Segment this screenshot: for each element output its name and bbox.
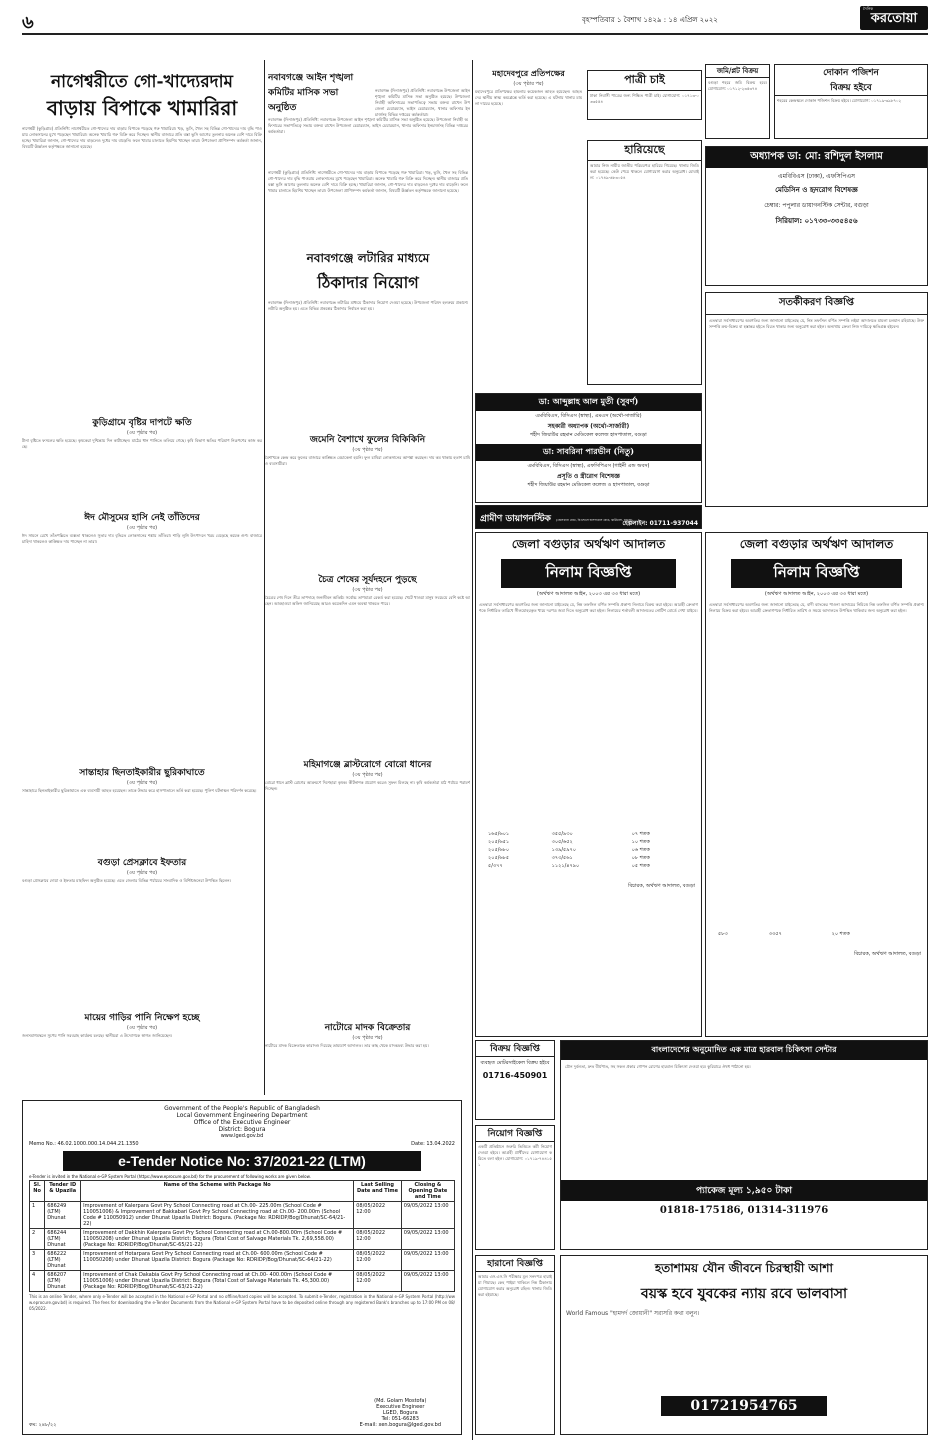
article-mohim — [265, 757, 470, 1017]
table-cell: 686249 (LTM) Dhunat — [45, 1202, 81, 1229]
hope-phone: 01721954765 — [661, 1396, 827, 1416]
tender-sig-title: Executive Engineer — [376, 1404, 425, 1410]
rain-jump: (৩য় পৃষ্ঠার পর) — [126, 430, 158, 436]
table-row — [30, 1271, 455, 1292]
auction1-law: (অর্থঋণ আদালত আইন, ২০০৩ এর ৩৩ ধারা মতে) — [536, 591, 641, 597]
table-cell: 09/05/2022 13:00 — [401, 1271, 454, 1292]
tender-web: www.lged.gov.bd — [220, 1133, 264, 1139]
law-title-2: কমিটির মাসিক সভা — [268, 88, 339, 98]
job-body: একটি প্রতিষ্ঠানে জরুরি ভিত্তিতে কর্মী নিয়োগ দেওয়া হইবে। আগ্রহী প্রার্থীদের যোগাযোগ করিতে বলা হইল। যোগাযোগ: ০১৭১৯-৭৪৪১৫১ — [478, 1144, 552, 1167]
flower-body: বৈশাখকে কেন্দ্র করে ফুলের বাজারে কাঙ্ক্ষিত বেচাকেনা হয়নি। ফুল চাষিরা লোকসানের আশঙ্কা করছেন। দাম কম থাকায় হতাশ চাষি ও ব্যবসায়ীরা। — [265, 455, 470, 466]
hijack-jump: (৩য় পৃষ্ঠার পর) — [126, 780, 158, 786]
article-mohadev — [475, 68, 582, 393]
ad-sale — [475, 1040, 555, 1120]
table-row — [486, 855, 686, 863]
table-cell: ৩০৫/৬৫২ — [551, 839, 573, 845]
iftar-body: বগুড়া প্রেসক্লাবে দোয়া ও ইফতার মাহফিল অনুষ্ঠিত হয়েছে। এতে জেলার বিভিন্ন পর্যায়ের সাংবাদিক ও বিশিষ্টজনেরা উপস্থিত ছিলেন। — [22, 878, 231, 883]
auction2-schedule — [716, 931, 912, 939]
table-cell: 1 — [30, 1202, 45, 1229]
masthead-rule — [22, 33, 928, 35]
doctor3-inst: শহীদ জিয়াউর রহমান মেডিকেল কলেজ ও হাসপাতাল, বগুড়া — [527, 482, 650, 488]
mother-body: জনসমাগমস্থলে সুপেয় পানি সরবরাহ কার্যক্রম চলছে। স্থানীয়রা এ উদ্যোগকে স্বাগত জানিয়েছেন। — [22, 1033, 173, 1038]
tender-header-cell: Last Selling Date and Time — [354, 1181, 402, 1202]
hijack-body: সান্তাহারে ছিনতাইকারীর ছুরিকাঘাতে এক ব্যবসায়ী আহত হয়েছেন। তাকে উদ্ধার করে হাসপাতালে ভর্তি করা হয়েছে। পুলিশ ঘটনাস্থল পরিদর্শন করেছে। — [22, 788, 257, 793]
table-cell: Improvement of Hotarpara Govt Pry School Connecting road at Ch.00- 600.00m (School Code # 110050208) under Dhunat Upazila District: Bogura (Package No: RDRIDP/Bog/Dhunat/SC-64/21-22) — [81, 1250, 354, 1271]
mohim-body: বোরো ধানে ব্লাস্ট রোগের আক্রমণে দিশেহারা কৃষক। কীটনাশক প্রয়োগ করেও সুফল মিলছে না। কৃষি কর্মকর্তারা মাঠ পর্যায়ে পরামর্শ দিচ্ছেন। — [265, 780, 470, 791]
caution-body: এতদ্বারা সর্বসাধারণের অবগতির জন্য জানানো যাইতেছে যে, নিম্ন তফসিল বর্ণিত সম্পত্তি লইয়া আদালতে মামলা চলমান রহিয়াছে। উক্ত সম্পত্তি ক্রয়-বিক্রয় বা হস্তান্তর হইতে বিরত থাকার জন্য অনুরোধ করা হইল। অন্যথায় ক্রেতা নিজ দায়িত্বে ক্ষতিগ্রস্ত হইবেন। — [709, 318, 924, 329]
auction1-body: এতদ্বারা সর্বসাধারণের অবগতির জন্য জানানো যাইতেছে যে, নিম্ন তফসিল বর্ণিত সম্পত্তি প্রকাশ্য নিলামে বিক্রয় করা হইবে। আগ্রহী ক্রেতাগণকে নির্ধারিত তারিখে সীলমোহরকৃত খামে দরপত্র জমা দিতে অনুরোধ করা হইল। নিলামের শর্তাবলী আদালতের নোটিশ বোর্ডে দেখা যাইবে। — [479, 602, 698, 613]
doctor1-degree: এমবিবিএস (ঢাকা), এফসিপিএস — [778, 173, 855, 180]
table-cell: 08/05/2022 12:00 — [354, 1250, 402, 1271]
shop-title-2: বিক্রয় হইবে — [775, 80, 927, 96]
lost-body: আমার নিজ নামীয় জাতীয় পরিচয়পত্র হারিয়ে গিয়েছে। থানায় জিডি করা হয়েছে। কেউ পেয়ে থাকলে যোগাযোগ করার অনুরোধ। মোবাইল: ০১৭৪৯-৬৮৩০৫৪ — [590, 163, 699, 180]
mohim-title: মহিমাগঞ্জে ব্লাস্টরোগে বোরো ধানের — [303, 760, 432, 770]
table-cell: ০৮ শতক — [631, 855, 650, 861]
table-cell: ২০৫/৬৫১ — [488, 839, 510, 845]
ad-lost — [587, 140, 702, 385]
masthead-date: বৃহস্পতিবার ১ বৈশাখ ১৪২৯ : ১৪ এপ্রিল ২০২২ — [582, 16, 718, 24]
doctor2-degree: এমবিবিএস, বিসিএস (স্বাস্থ্য), এমএস (অর্থো-সার্জারি) — [535, 413, 642, 419]
tender-memo: Memo No.: 46.02.1000.000.14.044.21.1350 — [29, 1141, 139, 1147]
shop-body: শহরের কেন্দ্রস্থলে দোকান পজিশন বিক্রয় হইবে। যোগাযোগ: ০১৭১৯-৩৯৮৭০২ — [777, 98, 902, 103]
lead-title-1: নাগেশ্বরীতে গো-খাদ্যেরদাম — [51, 72, 233, 92]
sale-sub: ব্যবহৃত মোটরসাইকেল বিক্রয় হইবে — [480, 1060, 550, 1066]
auction1-court: জেলা বগুড়ার অর্থঋণ আদালত — [511, 537, 666, 551]
article-hijack — [22, 765, 262, 835]
article-rain — [22, 415, 262, 505]
table-cell: Improvement of Dakkhin Kalerpara Govt Pry School Connecting road at Ch.00-800.00m (School Code # 110050208) under Dhunat Upazila District: Bogura (Total Cost of Salvage Materials Tk. 2,69,558.00) (Package No: RDRIDP/Bog/Dhunat/SC-65/21-22) — [81, 1229, 354, 1250]
table-cell: ৩৩৫৭ — [768, 931, 782, 937]
ad-caution — [705, 292, 928, 507]
auction2-title: নিলাম বিজ্ঞপ্তি — [731, 559, 902, 588]
tender-sig-office: LGED, Bogura — [382, 1410, 418, 1416]
page-number: ৬ — [22, 12, 34, 33]
column-rule-1 — [264, 60, 265, 1095]
tender-gov-4: District: Bogura — [218, 1126, 266, 1133]
land-title: জমি/প্লট বিক্রয় — [706, 65, 769, 78]
table-cell: 09/05/2022 13:00 — [401, 1229, 454, 1250]
doctor2-inst: শহীদ জিয়াউর রহমান মেডিকেল কলেজ হাসপাতাল, বগুড়া — [530, 432, 647, 438]
lead-body: নাগেশ্বরী (কুড়িগ্রাম) প্রতিনিধি: নাগেশ্বরীতে গো-খাদ্যের দাম বাড়ায় বিপাকে পড়েছে গরু খামারিরা। খড়, ভুসি, খৈল সহ বিভিন্ন গো-খাদ্যের দাম বৃদ্ধি পাওয়ায় লোকসানের মুখে পড়েছেন খামারিরা। অনেক খামারি গরু বিক্রি করে দিচ্ছেন। স্থানীয় বাজারে প্রতি বস্তা ভুসি আগের তুলনায় অনেক বেশি দামে বিক্রি হচ্ছে। খামারিরা জানান, গো-খাদ্যের দাম বাড়লেও দুধের দাম বাড়েনি। ফলে খামার চালাতে হিমশিম খাচ্ছেন তারা। উপজেলা প্রাণিসম্পদ কর্মকর্তা জানান, বিষয়টি ঊর্ধ্বতন কর্তৃপক্ষকে জানানো হয়েছে। — [22, 126, 262, 149]
ad-lost-2 — [475, 1255, 555, 1435]
ad-land — [705, 64, 770, 139]
lead-title-2: বাড়ায় বিপাকে খামারিরা — [46, 96, 238, 120]
table-cell: ১০ শতক — [631, 839, 650, 845]
lead-body-col2: নাগেশ্বরী (কুড়িগ্রাম) প্রতিনিধি: নাগেশ্বরীতে গো-খাদ্যের দাম বাড়ায় বিপাকে পড়েছে গরু খামারিরা। খড়, ভুসি, খৈল সহ বিভিন্ন গো-খাদ্যের দাম বৃদ্ধি পাওয়ায় লোকসানের মুখে পড়েছেন খামারিরা। অনেক খামারি গরু বিক্রি করে দিচ্ছেন। স্থানীয় বাজারে প্রতি বস্তা ভুসি আগের তুলনায় অনেক বেশি দামে বিক্রি হচ্ছে। খামারিরা জানান, গো-খাদ্যের দাম বাড়লেও দুধের দাম বাড়েনি। ফলে খামার চালাতে হিমশিম খাচ্ছেন তারা। উপজেলা প্রাণিসম্পদ কর্মকর্তা জানান, বিষয়টি ঊর্ধ্বতন কর্তৃপক্ষকে জানানো হয়েছে। — [268, 170, 468, 193]
tender-header-cell: Name of the Scheme with Package No — [81, 1181, 354, 1202]
ad-health — [560, 1040, 928, 1250]
table-cell: ১৬৫/৬০১ — [488, 831, 510, 837]
tender-sig-email: E-mail: xen.bogura@lged.gov.bd — [359, 1422, 441, 1428]
article-chaitra — [265, 572, 470, 752]
mohim-jump: (৩য় পৃষ্ঠার পর) — [352, 772, 383, 778]
lottery-body: নবাবগঞ্জ (দিনাজপুর) প্রতিনিধি: নবাবগঞ্জে লটারির মাধ্যমে ঠিকাদার নিয়োগ দেওয়া হয়েছে। উপজেলা পরিষদ হলরুমে প্রকাশ্যে লটারি অনুষ্ঠিত হয়। এতে বিভিন্ন প্রকল্পের ঠিকাদার নির্বাচন করা হয়। — [268, 300, 468, 311]
eid-title: ঈদ মৌসুমের হাসি নেই তাঁতিদের — [84, 513, 200, 523]
flower-title: জমেনি বৈশাখে ফুলের বিকিকিনি — [309, 435, 426, 445]
diag-addr: (জেলখানা রোড, বিএসএস হাসপাতাল রোড, ঝাউতলা, বগুড়া) — [556, 518, 633, 522]
logo-small: দৈনিক — [863, 6, 874, 11]
auction1-schedule — [486, 831, 686, 871]
table-cell: ০৫ শতক — [631, 863, 650, 869]
ad-job — [475, 1125, 555, 1250]
table-cell: ২০ শতক — [831, 931, 850, 937]
sale-phone: 01716-450901 — [482, 1071, 548, 1080]
table-cell: ২০৫/৬৮৫ — [488, 855, 510, 861]
law-body-cont: নবাবগঞ্জ (দিনাজপুর) প্রতিনিধি: নবাবগঞ্জে উপজেলা আইন শৃঙ্খলা কমিটির মাসিক সভা অনুষ্ঠিত হয়েছে। উপজেলা নির্বাহী অফিসারের সভাপতিত্বে সভায় বক্তব্য রাখেন উপজেলা চেয়ারম্যান, ভাইস চেয়ারম্যান, থানার অফিসার ইনচার্জসহ বিভিন্ন দপ্তরের কর্মকর্তারা। — [375, 88, 470, 117]
tender-table — [29, 1180, 455, 1292]
doctor2-name: ডা: আব্দুল্লাহ আল মুতী (সুবর্ণ) — [476, 394, 701, 411]
lottery-title-1: নবাবগঞ্জে লটারির মাধ্যমে — [306, 251, 430, 265]
table-row — [716, 931, 912, 939]
table-cell: 08/05/2022 12:00 — [354, 1202, 402, 1229]
patri-body: ঢাকা নিবাসী পাত্রের জন্য শিক্ষিত পাত্রী চাই। যোগাযোগ: ০১৭১৩-০৩৩৫৫৪ — [590, 93, 699, 104]
table-cell: 08/05/2022 12:00 — [354, 1229, 402, 1250]
tender-intro: e-Tender is invited in the National e-GP System Portal (https://www.eprocure.gov.bd) for the procurement of following works are given below. — [29, 1174, 311, 1179]
chaitra-body: চৈত্রের শেষ দিনে তীব্র তাপদাহে জনজীবন অতিষ্ঠ। সর্বোচ্চ তাপমাত্রা রেকর্ড করা হয়েছে। খেটে খাওয়া মানুষ সবচেয়ে বেশি কষ্টে আছেন। আবহাওয়া অফিস জানিয়েছে আরও কয়েকদিন এমন অবস্থা থাকতে পারে। — [265, 595, 470, 606]
table-cell: 686207 (LTM) Dhunat — [45, 1271, 81, 1292]
table-cell: 2 — [30, 1229, 45, 1250]
table-row — [486, 839, 686, 847]
article-eid — [22, 510, 262, 765]
rain-body: টানা বৃষ্টিতে ফসলের ক্ষতি হয়েছে। কৃষকেরা দুশ্চিন্তায় দিন কাটাচ্ছেন। মাঠের ধান পানিতে তলিয়ে গেছে। কৃষি বিভাগ ক্ষতির পরিমাণ নিরূপণের কাজ করছে। — [22, 438, 262, 449]
auction2-body: এতদ্বারা সর্বসাধারণের অবগতির জন্য জানানো যাইতেছে যে, বাদী ব্যাংকের পাওনা আদায়ের নিমিত্তে নিম্ন তফসিল বর্ণিত সম্পত্তি প্রকাশ্য নিলামে বিক্রয় করা হইবে। আগ্রহী ক্রেতাগণকে নির্ধারিত তারিখ ও সময়ে আদালতে উপস্থিত থাকিবার জন্য অনুরোধ করা হইল। — [709, 602, 924, 613]
table-row — [486, 831, 686, 839]
iftar-title: বগুড়া প্রেসক্লাবে ইফতার — [97, 858, 187, 868]
doctor1-spec: মেডিসিন ও হৃদরোগ বিশেষজ্ঞ — [775, 186, 858, 194]
ad-diagnostic — [475, 505, 702, 529]
table-cell: ৫/৩৭৭ — [488, 863, 503, 869]
lost2-title: হারানো বিজ্ঞপ্তি — [476, 1256, 554, 1272]
table-row — [486, 863, 686, 871]
mohadev-title: মহাদেবপুরে প্রতিপক্ষের — [492, 68, 565, 78]
hijack-title: সান্তাহার ছিনতাইকারীর ছুরিকাঘাতে — [79, 768, 205, 778]
doctor2-spec: সহকারী অধ্যাপক (অর্থো-সার্জারী) — [547, 423, 630, 430]
auction2-court: জেলা বগুড়ার অর্থঋণ আদালত — [739, 537, 894, 551]
ad-patri — [587, 70, 702, 120]
tender-code: কম: ২৪৮/২২ — [29, 1422, 57, 1428]
table-cell: ৩৫৫/৯৩০ — [551, 831, 573, 837]
law-title-1: নবাবগঞ্জে আইন শৃঙ্খলা — [268, 73, 354, 83]
tender-gov-3: Office of the Executive Engineer — [193, 1119, 291, 1126]
natore-title: নাটোরে মাদক বিক্রেতার — [324, 1023, 411, 1033]
eid-jump: (৩য় পৃষ্ঠার পর) — [126, 525, 158, 531]
table-cell: 4 — [30, 1271, 45, 1292]
health-price: প্যাকেজ মূল্য ১,৯৫০ টাকা — [561, 1180, 927, 1201]
hope-body: World Famous "হামদর্দ জোয়ানী" সরাসরি কথা বলুন। — [566, 1310, 700, 1317]
lost2-body: আমার এস.এস.সি পরীক্ষার মূল সনদপত্র হারাইয়া গিয়াছে। কেহ পাইয়া থাকিলে নিম্ন ঠিকানায় যোগাযোগ করার অনুরোধ রহিল। থানায় জিডি করা হইয়াছে। — [478, 1274, 552, 1297]
tender-sig-name: (Md. Golam Mostofa) — [374, 1398, 427, 1404]
tender-header-cell: Tender ID & Upazila — [45, 1181, 81, 1202]
tender-gov-1: Government of the People's Republic of Bangladesh — [164, 1105, 320, 1112]
hope-line-2: বয়স্ক হবে যুবকের ন্যায় রবে ভালবাসা — [640, 1286, 848, 1302]
mother-jump: (৩য় পৃষ্ঠার পর) — [126, 1025, 158, 1031]
flower-jump: (৩য় পৃষ্ঠার পর) — [352, 447, 383, 453]
table-cell: 08/05/2022 12:00 — [354, 1271, 402, 1292]
caution-title: সতর্কীকরণ বিজ্ঞপ্তি — [706, 293, 927, 315]
shop-title-1: দোকান পজিশন — [823, 68, 879, 78]
patri-title: পাত্রী চাই — [588, 71, 701, 91]
table-row — [486, 847, 686, 855]
article-natore — [265, 1020, 470, 1095]
iftar-jump: (৩য় পৃষ্ঠার পর) — [126, 870, 158, 876]
chaitra-jump: (৩য় পৃষ্ঠার পর) — [352, 587, 383, 593]
diag-phone: হেল্পলাইন: 01711-937044 — [622, 520, 698, 527]
article-flower — [265, 432, 470, 567]
ad-shop — [774, 64, 928, 139]
sale-title: বিক্রয় বিজ্ঞপ্তি — [476, 1041, 554, 1057]
health-phone: 01818-175186, 01314-311976 — [659, 1205, 829, 1216]
tender-header-cell: Closing & Opening Date and Time — [401, 1181, 454, 1202]
table-row — [30, 1250, 455, 1271]
table-cell: ৫৮৩ — [718, 931, 728, 937]
doctor3-spec: প্রসূতি ও স্ত্রীরোগ বিশেষজ্ঞ — [557, 473, 620, 480]
doctor1-name: অধ্যাপক ডা: মো: রশিদুল ইসলাম — [706, 147, 927, 168]
mohadev-body: মহাদেবপুরে প্রতিপক্ষের হামলায় কয়েকজন আহত হয়েছেন। আহতদের স্থানীয় স্বাস্থ্য কমপ্লেক্সে ভর্তি করা হয়েছে। এ ঘটনায় থানায় মামলা দায়ের হয়েছে। — [475, 89, 582, 106]
table-cell: ৩৭৩/৫৬১ — [551, 855, 573, 861]
tender-notice — [22, 1100, 462, 1435]
column-rule-2 — [472, 60, 473, 1440]
article-lottery — [268, 250, 468, 425]
table-cell: Improvement of Kalerpara Govt Pry School Connecting road at Ch.00- 225.00m (School Code # 110051006) & Improvement of Bakkabari Govt Pry School Connecting road at Ch.00- 200.00m (School Code # 110050912) under Dhunat Upazila District: Bogura. (Package No: RDRIDP/Bog/Dhunat/SC-64/21-22) — [81, 1202, 354, 1229]
table-cell: ২০৫/৬৮০ — [488, 847, 510, 853]
natore-body: নাটোরে মাদক বিক্রেতাকে কারাদণ্ড দিয়েছে ভ্রাম্যমাণ আদালত। তার কাছ থেকে মাদকদ্রব্য উদ্ধার করা হয়। — [265, 1043, 429, 1048]
auction1-judge: বিচারক, অর্থঋণ আদালত, বগুড়া — [628, 883, 695, 889]
table-cell: ০৭ শতক — [631, 831, 650, 837]
auction2-law: (অর্থঋণ আদালত আইন, ২০০৩ এর ৩৩ ধারা মতে) — [764, 591, 869, 597]
table-cell: Improvement of Chak Dakabia Govt Pry School Connecting road at Ch.00- 400.00m (School Code # 110051006) under Dhunat Upazila District: Bogura (Total Cost of Salvage Materials Tk. 45,300.00) (Package No: RDRIDP/Bog/Dhunat/SC-63/21-22) — [81, 1271, 354, 1292]
ad-doctor-2 — [475, 393, 702, 503]
table-row — [30, 1229, 455, 1250]
doctor3-degree: এমবিবিএস, বিসিএস (স্বাস্থ্য), এফসিপিএস (গাইনী এন্ড অবস) — [527, 463, 650, 469]
eid-body: ঈদ সামনে রেখে তাঁতপল্লিতে ব্যস্ততা থাকলেও সুতার দাম বৃদ্ধিতে লোকসানের শঙ্কায় তাঁতিরা। শাড়ি লুঙ্গি উৎপাদনে খরচ বেড়েছে কয়েক গুণ। বাজারে চাহিদা থাকলেও কাঙ্ক্ষিত দাম পাচ্ছেন না তারা। — [22, 533, 262, 544]
lottery-title-2: ঠিকাদার নিয়োগ — [317, 273, 419, 292]
table-cell: 686222 (LTM) Dhunat — [45, 1250, 81, 1271]
tender-title: e-Tender Notice No: 37/2021-22 (LTM) — [63, 1151, 421, 1171]
table-cell: 09/05/2022 13:00 — [401, 1202, 454, 1229]
doctor1-phone: সিরিয়াল: ০১৭৩৩-৩৩৫৪৫৬ — [775, 217, 858, 225]
tender-footnote: This is an online Tender, where only e-Tender will be accepted in the National e-GP Portal and no offline/hard copies will be accepted. To submit e-Tender, registration in the National e-GP System Portal (http://www.eprocure.gov.bd) is required. The fees for downloading the e-Tender Documents from the National e-GP System Portal have to be deposited online through any registered Bank's branches up to 17:00 PM on 08/05/2022. — [29, 1294, 455, 1311]
table-cell: 686244 (LTM) Dhunat — [45, 1229, 81, 1250]
table-cell: ০৬ শতক — [631, 847, 650, 853]
hope-line-1: হতাশাময় যৌন জীবনে চিরস্থায়ী আশা — [654, 1261, 834, 1275]
auction-notice-2 — [705, 532, 928, 1037]
article-iftar — [22, 855, 262, 1005]
natore-jump: (৩য় পৃষ্ঠার পর) — [352, 1035, 383, 1041]
lost-title: হারিয়েছে — [588, 141, 701, 161]
mohadev-jump: (৩য় পৃষ্ঠার পর) — [513, 81, 544, 87]
table-cell: ১১২১/৪৭৯০ — [551, 863, 580, 869]
logo-text: করতোয়া — [870, 11, 918, 26]
tender-header-cell: Sl. No — [30, 1181, 45, 1202]
auction1-title: নিলাম বিজ্ঞপ্তি — [501, 559, 676, 588]
article-mother — [22, 1010, 262, 1090]
rain-title: কুড়িগ্রামে বৃষ্টির দাপটে ক্ষতি — [92, 418, 192, 428]
lead-article — [22, 70, 262, 400]
chaitra-title: চৈত্র শেষের সূর্যদহনে পুড়ছে — [318, 575, 417, 585]
ad-doctor-1 — [705, 146, 928, 286]
health-head: বাংলাদেশের অনুমোদিত এক মাত্র হারবাল চিকিৎসা সেন্টার — [561, 1041, 927, 1060]
doctor1-chamber: চেম্বার: পপুলার ডায়াগনস্টিক সেন্টার, বগুড়া — [764, 202, 869, 209]
tender-gov-2: Local Government Engineering Department — [176, 1112, 308, 1119]
auction2-judge: বিচারক, অর্থঋণ আদালত, বগুড়া — [854, 951, 921, 957]
mother-title: মায়ের গাড়ির পানি নিক্ষেপ হচ্ছে — [84, 1013, 200, 1023]
health-body: যৌন দুর্বলতা, দ্রুত বীর্যপাত, সহ সকল প্রকার গোপন রোগের হারবাল চিকিৎসা দেওয়া হয়। কুরিয়ারে ঔষধ পাঠানো হয়। — [565, 1064, 751, 1069]
newspaper-logo — [860, 6, 928, 30]
masthead — [22, 6, 928, 34]
doctor3-name: ডা: সাবরিনা পারভীন (নিতু) — [476, 444, 701, 461]
table-cell: 3 — [30, 1250, 45, 1271]
table-cell: 09/05/2022 13:00 — [401, 1250, 454, 1271]
law-title-3: অনুষ্ঠিত — [268, 103, 297, 113]
table-row — [30, 1202, 455, 1229]
tender-date: Date: 13.04.2022 — [411, 1141, 455, 1147]
diag-name: গ্রামীণ ডায়াগনস্টিক — [480, 514, 551, 524]
land-body: বগুড়া শহরে জমি বিক্রয় হবে। যোগাযোগ: ০১৭১২-২৩৫৩৭৪ — [708, 80, 767, 91]
table-cell: ১৩৯/৫৯৭০ — [551, 847, 577, 853]
job-title: নিয়োগ বিজ্ঞপ্তি — [476, 1126, 554, 1142]
ad-hope — [560, 1255, 928, 1435]
law-body: নবাবগঞ্জ (দিনাজপুর) প্রতিনিধি: নবাবগঞ্জে উপজেলা আইন শৃঙ্খলা কমিটির মাসিক সভা অনুষ্ঠিত হয়েছে। উপজেলা নির্বাহী অফিসারের সভাপতিত্বে সভায় বক্তব্য রাখেন উপজেলা চেয়ারম্যান, ভাইস চেয়ারম্যান, থানার অফিসার ইনচার্জসহ বিভিন্ন দপ্তরের কর্মকর্তারা। — [268, 117, 468, 134]
auction-notice-1 — [475, 532, 702, 1037]
tender-sig-tel: Tel: 051-66283 — [381, 1416, 419, 1422]
